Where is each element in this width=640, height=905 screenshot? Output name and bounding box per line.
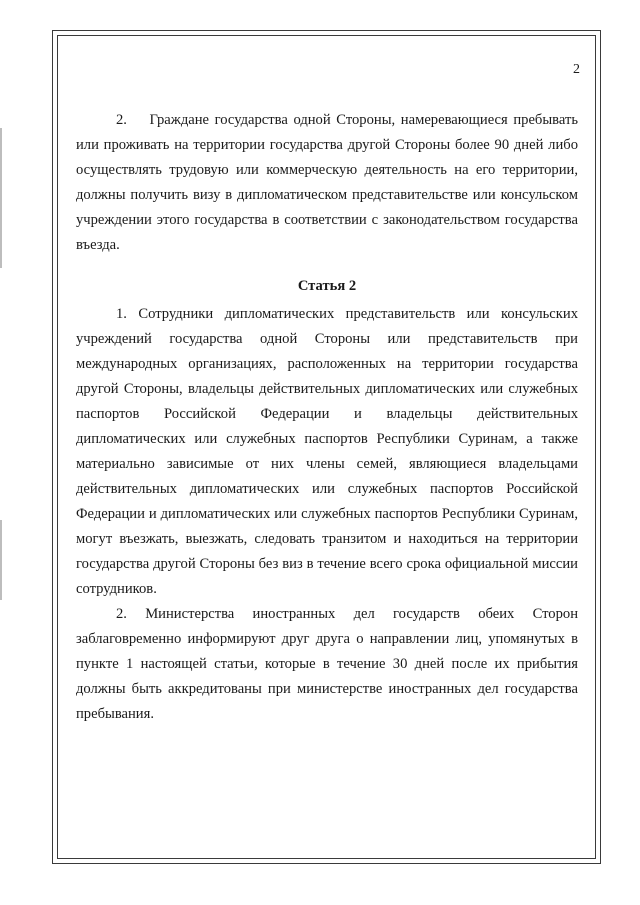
scan-edge-mark [0, 520, 2, 600]
page-number: 2 [573, 62, 580, 77]
scan-edge-mark [0, 128, 2, 268]
paragraph: 2. Граждане государства одной Стороны, намеревающиеся пребывать или проживать на территории государства другой Стороны более 90 дней либо осуществлять трудовую или коммерческую деятельность на его территории, должны получить визу в дипломатическом представительстве или консульском учреждении этого государства в соответствии с законодательством государства въезда. [76, 112, 578, 253]
article-heading: Статья 2 [297, 278, 357, 294]
document-body [76, 108, 578, 727]
paragraph: 1. Сотрудники дипломатических представительств или консульских учреждений государства одной Стороны или представительств при международных организациях, расположенных на территории государства другой Стороны, владельцы действительных дипломатических или служебных паспортов Российской Федерации и владельцы действительных дипломатических или служебных паспортов Республики Суринам, а также материально зависимые от них члены семей, являющиеся владельцами действительных дипломатических или служебных паспортов Российской Федерации и дипломатических или служебных паспортов Республики Суринам, могут въезжать, выезжать, следовать транзитом и находиться на территории государства другой Стороны без виз в течение всего срока официальной миссии сотрудников. [76, 306, 578, 597]
paragraph: 2. Министерства иностранных дел государств обеих Сторон заблаговременно информируют друг друга о направлении лиц, упомянутых в пункте 1 настоящей статьи, которые в течение 30 дней после их прибытия должны быть аккредитованы при министерстве иностранных дел государства пребывания. [76, 606, 578, 722]
